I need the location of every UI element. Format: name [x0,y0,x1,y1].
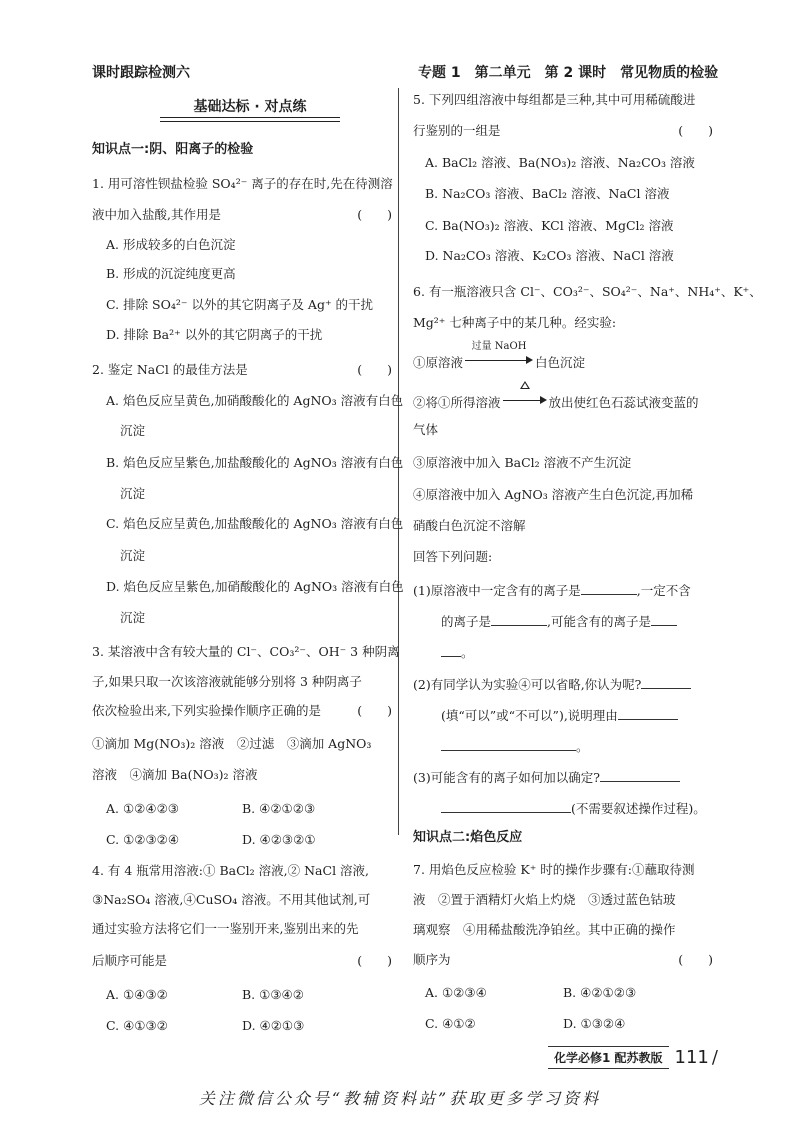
sub2-end: 。 [576,739,589,754]
subquestion-3-line2 [441,800,706,817]
question-line: B. 形成的沉淀纯度更高 [106,266,236,281]
question-line: C. ④①② [425,1016,476,1031]
sub1-text: 的离子是 [441,614,492,629]
answer-paren: ( ) [357,207,392,222]
option-text: D. ①③②④ [563,1016,626,1031]
experiment-4: ④原溶液中加入 AgNO₃ 溶液产生白色沉淀,再加稀 [413,487,694,502]
question-line: C. 焰色反应呈黄色,加盐酸酸化的 AgNO₃ 溶液有白色 [106,516,404,531]
question-line: 3. 某溶液中含有较大量的 Cl⁻、CO₃²⁻、OH⁻ 3 种阴离 [92,644,400,659]
knowledge-point-heading: 知识点一:阴、阳离子的检验 [92,142,254,157]
answer-paren: ( ) [357,703,392,718]
experiment-2 [413,391,699,411]
question-line: 2. 鉴定 NaCl 的最佳方法是 [92,362,248,377]
heating-arrow [503,391,547,407]
answer-blank [441,644,461,657]
question-line: 依次检验出来,下列实验操作顺序正确的是 [92,703,321,718]
question-line: 沉淀 [120,486,146,501]
exp2-pre: ②将①所得溶液 [413,395,501,410]
question-line: 沉淀 [120,610,146,625]
question-line: D. Na₂CO₃ 溶液、K₂CO₃ 溶液、NaCl 溶液 [425,248,674,263]
sub2-text: (2)有同学认为实验④可以省略,你认为呢? [413,677,642,692]
answer-blank [491,613,547,626]
subquestion-1 [413,582,691,599]
exp1-post: 白色沉淀 [535,355,586,370]
bottom-note: 关注微信公众号“教辅资料站”获取更多学习资料 [198,1089,602,1108]
question-line: C. ④①③② [106,1018,168,1033]
question-line: 行鉴别的一组是 [413,123,501,138]
experiment-2-continued: 气体 [413,422,439,437]
option-text: D. ④②①③ [242,1018,305,1033]
answer-blank [618,707,678,720]
footer [548,1046,718,1068]
option-text: B. ④②①②③ [242,801,316,816]
question-line: B. 焰色反应呈紫色,加盐酸酸化的 AgNO₃ 溶液有白色 [106,455,404,470]
sub1-text: ,一定不含 [636,583,691,598]
question-line: A. ①④③② [106,987,168,1002]
subquestion-2 [413,676,691,693]
answer-paren: ( ) [678,952,713,967]
answer-blank [441,800,571,813]
answer-prompt: 回答下列问题: [413,549,493,564]
option-text: D. ④②③②① [242,832,316,847]
answer-blank [651,613,677,626]
question-line: 液 ②置于酒精灯火焰上灼烧 ③透过蓝色钴玻 [413,892,676,907]
right-column [413,0,762,1125]
subquestion-3 [413,769,680,786]
subquestion-2-line3 [441,738,589,755]
sub1-text: ,可能含有的离子是 [547,614,651,629]
answer-paren: ( ) [357,953,392,968]
question-line: 溶液 ④滴加 Ba(NO₃)₂ 溶液 [92,767,258,782]
question-line: C. Ba(NO₃)₂ 溶液、KCl 溶液、MgCl₂ 溶液 [425,218,674,233]
question-line: 6. 有一瓶溶液只含 Cl⁻、CO₃²⁻、SO₄²⁻、Na⁺、NH₄⁺、K⁺、 [413,284,762,299]
arrow-head [526,356,533,364]
subquestion-2-line2 [441,707,678,724]
footer-slash: / [711,1046,718,1068]
section-title: 基础达标 · 对点练 [193,99,307,115]
question-line: 沉淀 [120,423,146,438]
header-right: 专题 1 第二单元 第 2 课时 常见物质的检验 [418,65,719,81]
exp2-post: 放出使红色石蕊试液变蓝的 [548,395,699,410]
answer-blank [581,582,637,595]
exp1-pre: ①原溶液 [413,355,464,370]
question-line: 璃观察 ④用稀盐酸洗净铂丝。其中正确的操作 [413,922,676,937]
arrow-label: 过量 NaOH [471,341,527,352]
experiment-4-continued: 硝酸白色沉淀不溶解 [413,518,526,533]
question-line: 液中加入盐酸,其作用是 [92,207,221,222]
sub1-end: 。 [461,645,474,660]
knowledge-point-heading: 知识点二:焰色反应 [413,830,523,845]
question-line: 4. 有 4 瓶常用溶液:① BaCl₂ 溶液,② NaCl 溶液, [92,863,370,878]
question-line: A. 焰色反应呈黄色,加硝酸酸化的 AgNO₃ 溶液有白色 [106,393,404,408]
experiment-3: ③原溶液中加入 BaCl₂ 溶液不产生沉淀 [413,455,632,470]
answer-paren: ( ) [357,362,392,377]
header-left: 课时跟踪检测六 [92,65,190,81]
question-line: A. ①②③④ [425,985,487,1000]
question-line: B. Na₂CO₃ 溶液、BaCl₂ 溶液、NaCl 溶液 [425,186,670,201]
answer-blank [441,738,576,751]
arrow-shaft [465,360,527,361]
question-line: C. 排除 SO₄²⁻ 以外的其它阴离子及 Ag⁺ 的干扰 [106,297,374,312]
question-line: A. 形成较多的白色沉淀 [106,237,236,252]
question-line: 5. 下列四组溶液中每组都是三种,其中可用稀硫酸进 [413,92,696,107]
arrow-head [540,396,547,404]
subquestion-1-line2 [441,613,677,630]
question-line: 子,如果只取一次该溶液就能够分别将 3 种阴离子 [92,674,362,689]
experiment-1 [413,341,586,371]
question-line: D. 焰色反应呈紫色,加硝酸酸化的 AgNO₃ 溶液有白色 [106,579,404,594]
reaction-arrow [465,341,533,367]
answer-paren: ( ) [678,123,713,138]
subquestion-1-line3 [441,644,474,661]
sub2-text: (填“可以”或“不可以”),说明理由 [441,708,618,723]
question-line: A. ①②④②③ [106,801,180,816]
answer-blank [641,676,691,689]
footer-book-label: 化学必修1 配苏教版 [548,1046,669,1069]
question-line: 通过实验方法将它们一一鉴别开来,鉴别出来的先 [92,921,359,936]
question-line: 1. 用可溶性钡盐检验 SO₄²⁻ 离子的存在时,先在待测溶 [92,176,393,191]
question-line: D. 排除 Ba²⁺ 以外的其它阴离子的干扰 [106,327,323,342]
heat-triangle-icon [520,381,530,389]
sub3-end: (不需要叙述操作过程)。 [571,801,706,816]
question-line: A. BaCl₂ 溶液、Ba(NO₃)₂ 溶液、Na₂CO₃ 溶液 [425,155,695,170]
question-line: 沉淀 [120,548,146,563]
sub1-text: (1)原溶液中一定含有的离子是 [413,583,581,598]
question-line: C. ①②③②④ [106,832,180,847]
question-line: 后顺序可能是 [92,953,168,968]
sub3-text: (3)可能含有的离子如何加以确定? [413,770,600,785]
arrow-shaft [503,400,541,401]
question-line: ①滴加 Mg(NO₃)₂ 溶液 ②过滤 ③滴加 AgNO₃ [92,736,372,751]
question-line: 顺序为 [413,952,451,967]
option-text: B. ①③④② [242,987,304,1002]
page-number: 111 [674,1046,709,1068]
answer-blank [600,769,680,782]
question-line: ③Na₂SO₄ 溶液,④CuSO₄ 溶液。不用其他试剂,可 [92,892,371,907]
option-text: B. ④②①②③ [563,985,637,1000]
question-line: 7. 用焰色反应检验 K⁺ 时的操作步骤有:①蘸取待测 [413,862,695,877]
question-line: Mg²⁺ 七种离子中的某几种。经实验: [413,315,617,330]
